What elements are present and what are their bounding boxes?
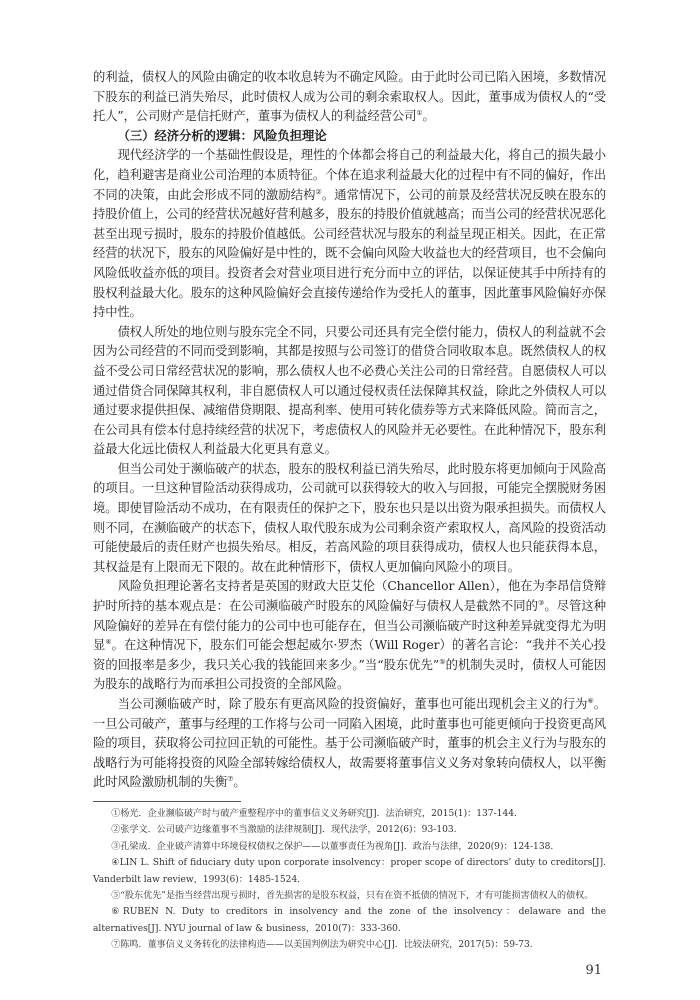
footnote: ⑦陈鸣．董事信义义务转化的法律构造——以美国判例法为研究中心[J]．比较法研究，2017(5)：59-73. [111,940,533,951]
paragraph [93,146,606,322]
text-run: 。通常情况下，公司的前景及经营状况反映在股东的持股价值上，公司的经营状况越好营利越多，股东的持股价值就越高；而当公司的经营状况恶化甚至出现亏损时，股东的持股价值越低。公司经营状况与股东的利益呈现正相关。因此，在正常经营的状况下，股东的风险偏好是中性的，既不会偏向风险大收益也大的经营项目，也不会偏向风险低收益亦低的项目。投资者会对营业项目进行充分而中立的评估，以保证使其手中所持有的股权利益最大化。股东的这种风险偏好会直接传递给作为受托人的董事，因此董事风险偏好亦保持中性。 [93,187,607,320]
text-run: （三）经济分析的逻辑：风险负担理论 [117,128,327,143]
text-run: 当公司濒临破产时，除了股东有更高风险的投资偏好，董事也可能出现机会主义的行为 [117,697,588,711]
footnote: ⑤“股东优先”是指当经营出现亏损时，首先损害的是股东权益，只有在资不抵债的情况下，才有可能损害债权人的债权。 [111,891,594,901]
text-run: 但当公司处于濒临破产的状态，股东的股权利益已消失殆尽，此时股东将更加倾向于风险高的项目。一旦这种冒险活动获得成功，公司就可以获得较大的收入与回报，可能完全摆脱财务困境。即使冒险活动不成功，在有限责任的保护之下，股东也只是以出资为限承担损失。而债权人则不同，在濒临破产的状态下，债权人取代股东成为公司剩余资产索取权人，高风险的投资活动可能使最后的责任财产也损失殆尽。相反，若高风险的项目获得成功，债权人也只能获得本息，其权益是有上限而无下限的。故在此种情形下，债权人更加偏向风险小的项目。 [93,461,606,574]
paragraph [93,323,606,460]
text-run: 。 [422,109,435,124]
footnote: ①杨光．企业濒临破产时与破产重整程序中的董事信义义务研究[J]．法治研究，2015(1)：137-144. [111,808,517,819]
text-run: 债权人所处的地位则与股东完全不同，只要公司还具有完全偿付能力，债权人的利益就不会因为公司经营的不同而受到影响，其都是按照与公司签订的借贷合同收取本息。既然债权人的权益不受公司日常经营状况的影响，那么债权人也不必费心关注公司的日常经营。自愿债权人可以通过借贷合同保障其权利，非自愿债权人可以通过侵权责任法保障其权益，除此之外债权人可以通过要求提供担保、减缩借贷期限、提高利率、使用可转化债券等方式来降低风险。简而言之，在公司具有偿本付息持续经营的状况下，考虑债权人的风险并无必要性。在此种情况下，股东利益最大化远比债权人利益最大化更具有意义。 [93,324,606,457]
footnote: ②张学文．公司破产边缘董事不当激励的法律规制[J]．现代法学，2012(6)：93-103. [111,825,457,836]
footnote-ref: ① [416,109,423,118]
paragraph [93,695,606,793]
text-run: 的利益，债权人的风险由确定的收本收息转为不确定风险。由于此时公司已陷入困境，多数情况下股东的利益已消失殆尽，此时债权人成为公司的剩余索取权人。因此，董事成为债权人的“受托人”，公司财产是信托财产，董事为债权人的利益经营公司 [93,70,606,124]
text-run: 现代经济学的一个基础性假设是，理性的个体都会将自己的利益最大化，将自己的损失最小化，趋利避害是商业公司治理的本质特征。个体在追求利益最大化的过程中有不同的偏好，作出不同的决策，由此会形成不同的激励结构 [93,148,606,202]
footnotes [93,806,606,954]
footnote: ④LIN L. Shift of fiduciary duty upon corporate insolvency：proper scope of directors’ duty to creditors[J]. Vanderbilt law review，1993(6)：1485-1524． [93,858,606,885]
text-run: 。 [233,775,246,790]
footnote-ref: ⑥ [587,697,594,705]
paragraph [93,460,606,578]
text-run: 。在这种情况下，股东们可能会想起威尔·罗杰（Will Roger）的著名言论：“我并不关心投资的回报率是多少，我只关心我的钱能回来多少。”当“股东优先” [93,638,606,672]
page-number: 91 [585,962,602,978]
footnote: ③孔梁成．企业破产清算中环境侵权债权之保护——以董事责任为视角[J]．政治与法律，2020(9)：124-138. [111,841,554,852]
text-run: 的机制失灵时，债权人可能因为股东的战略行为而承担公司投资的全部风险。 [93,657,606,692]
footnote-ref: ③ [538,599,545,608]
paragraph [93,577,606,695]
footnote: ⑥RUBEN N. Duty to creditors in insolvency and the zone of the insolvency：delaware and the alternatives[J]. NYU journal of law & business，2010(7)：333-360. [93,907,606,934]
text-run: 风险负担理论著名支持者是英国的财政大臣艾伦（Chancellor Allen），他在为李昂信贷辩护时所持的基本观点是：在公司濒临破产时股东的风险偏好与债权人是截然不同的 [93,579,606,614]
footnote-ref: ② [315,187,322,196]
section-heading [93,127,606,147]
footnote-ref: ⑦ [227,775,234,784]
text-run: 。一旦公司破产，董事与经理的工作将与公司一同陷入困境，此时董事也可能更倾向于投资更高风险的项目，获取将公司拉回正轨的可能性。基于公司濒临破产时，董事的机会主义行为与股东的战略行为可能将投资的风险全部转嫁给债权人，故需要将董事信义义务对象转向债权人，以平衡此时风险激励机制的失衡 [93,697,606,790]
footnote-ref: ④ [105,638,112,647]
paragraph [93,68,606,127]
footnote-divider [93,801,241,802]
main-text [93,68,606,793]
footnote-ref: ⑤ [439,657,446,666]
text-run: 。尽管这种风险偏好的差异在有偿付能力的公司中也可能存在，但当公司濒临破产时这种差异就变得尤为明显 [93,599,606,653]
